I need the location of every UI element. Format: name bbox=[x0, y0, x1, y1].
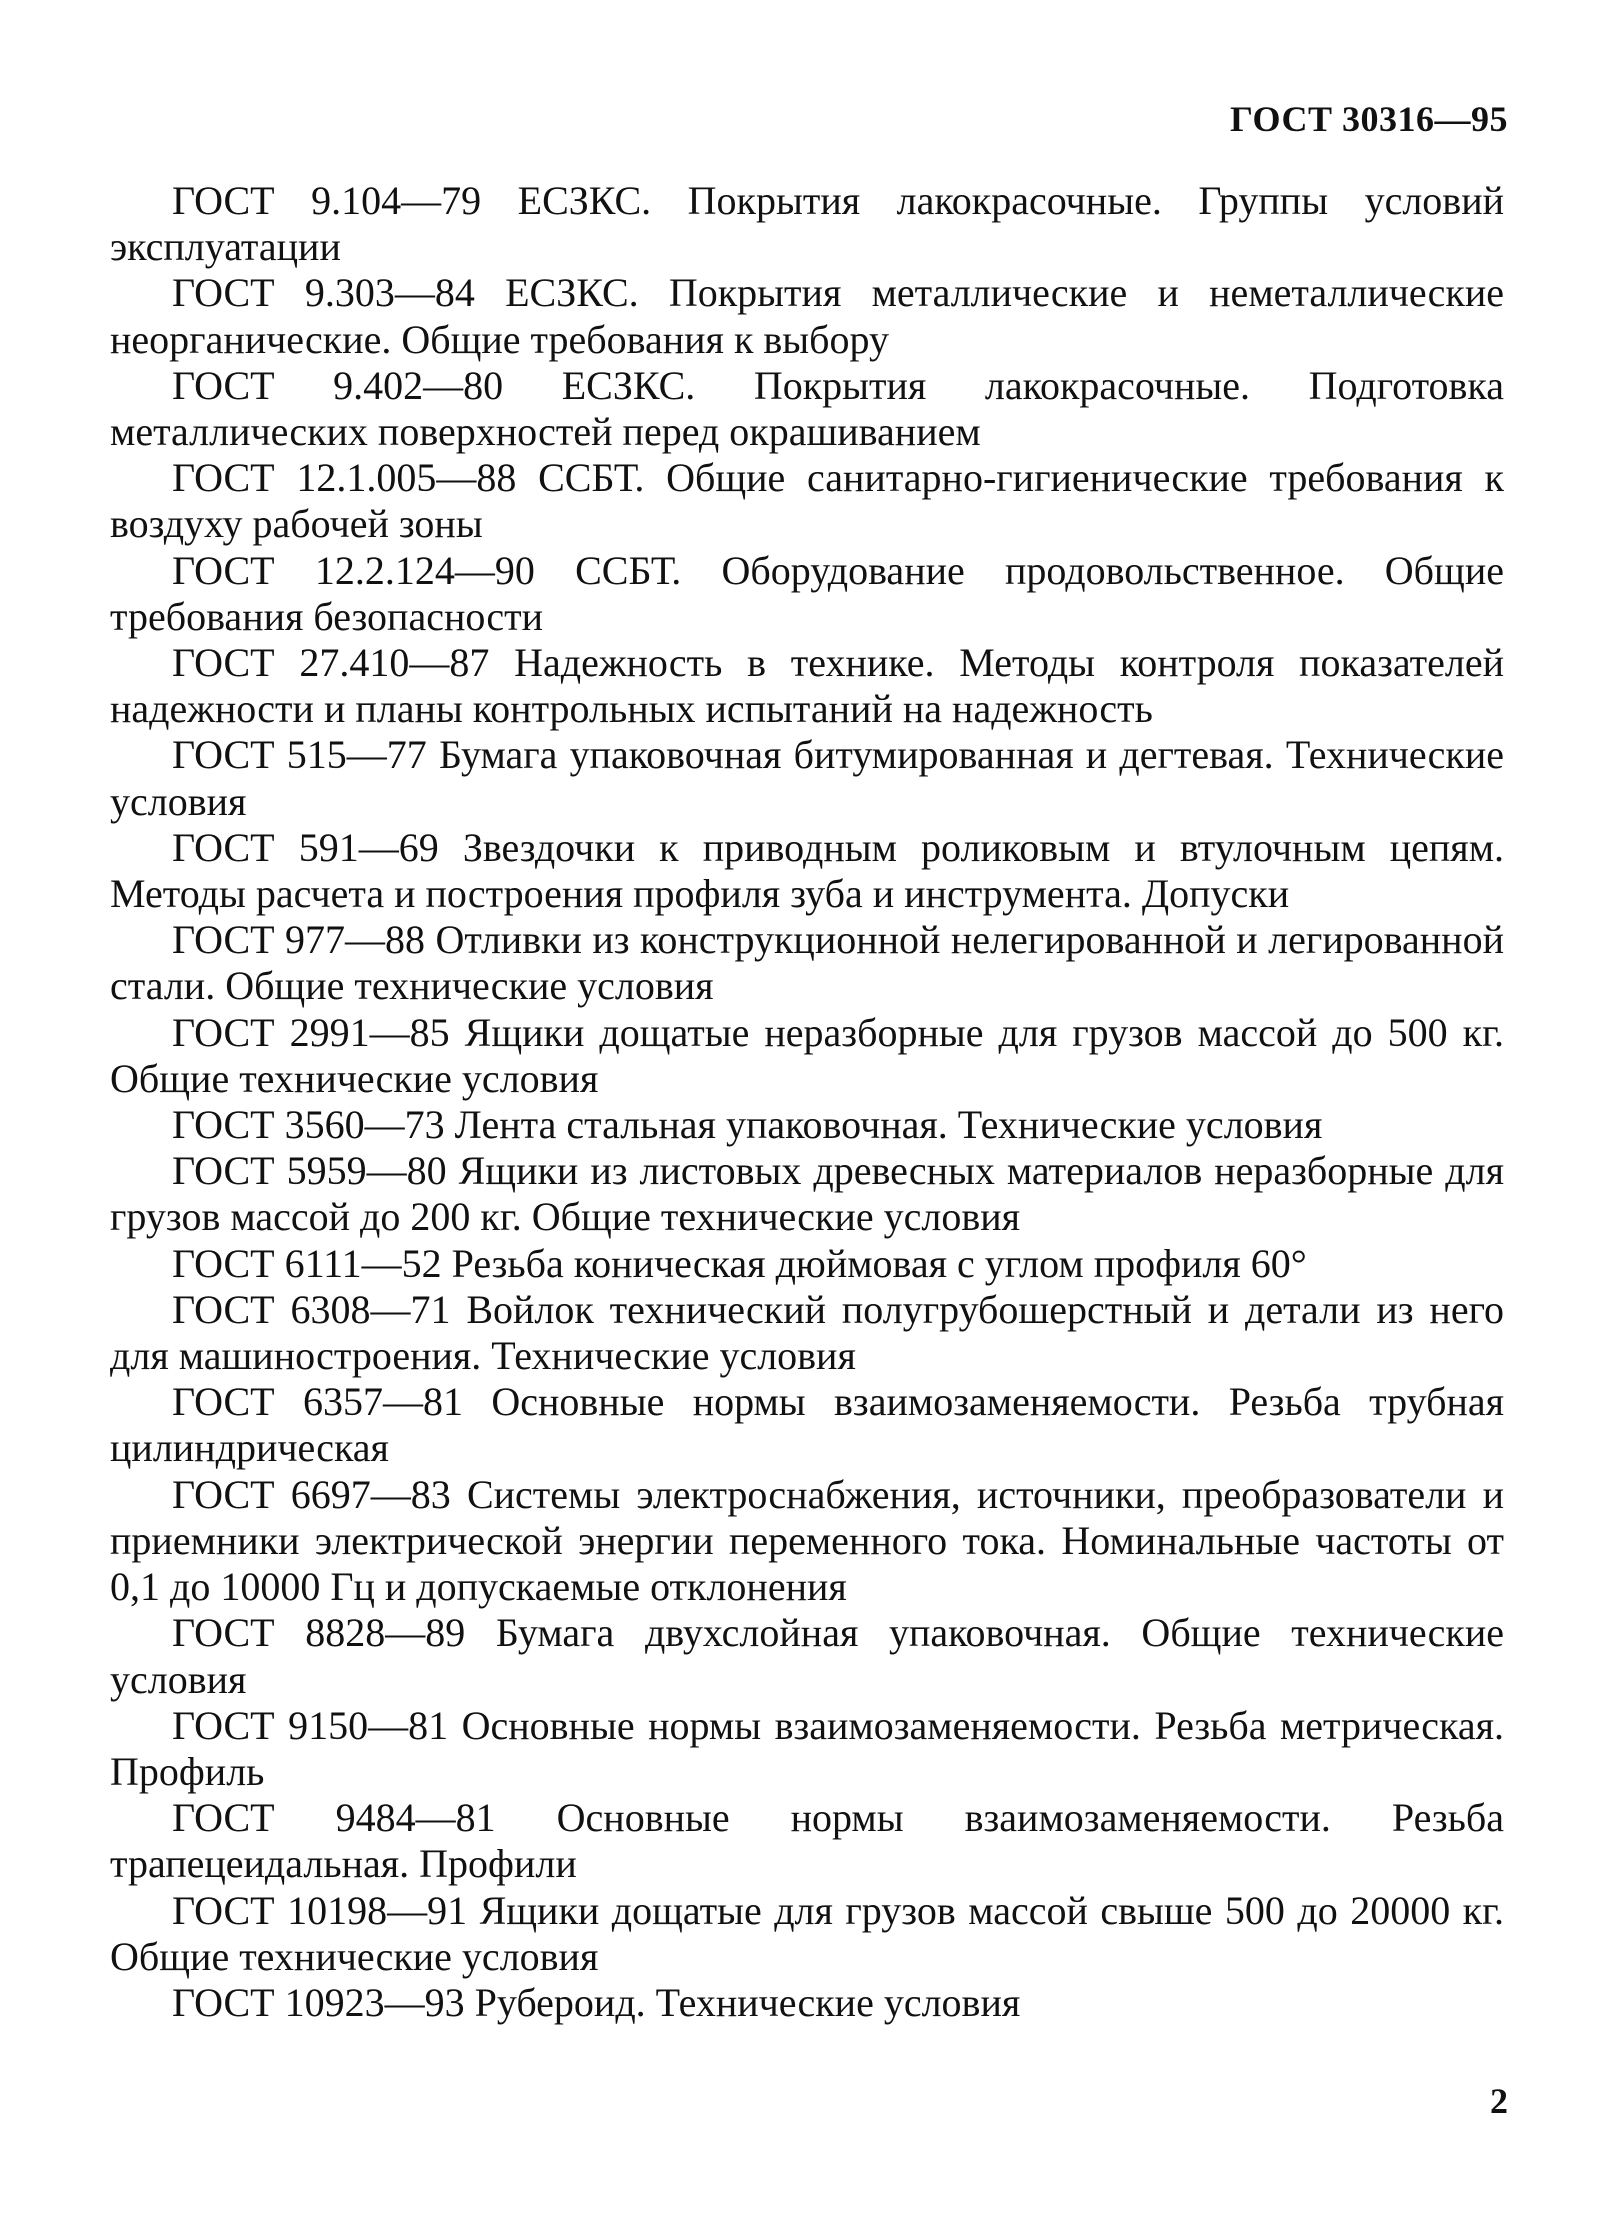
reference-code: ГОСТ 5959—80 bbox=[172, 1148, 447, 1194]
reference-item bbox=[110, 1980, 1504, 2026]
reference-title: Звездочки к приводным роликовым и втулочным цепям. Методы расчета и построения профиля зуба и инструмента. Допуски bbox=[110, 824, 1504, 917]
reference-title: Рубероид. Технические условия bbox=[474, 1979, 1021, 2025]
reference-code: ГОСТ 9.104—79 bbox=[172, 178, 482, 223]
reference-item bbox=[110, 455, 1504, 547]
reference-item bbox=[110, 1795, 1504, 1887]
reference-list bbox=[110, 178, 1504, 2026]
reference-item bbox=[110, 1102, 1504, 1148]
reference-title: Ящики дощатые неразборные для грузов массой до 500 кг. Общие технические условия bbox=[110, 1009, 1504, 1101]
reference-title: ЕСЗКС. Покрытия лакокрасочные. Подготовка металлических поверхностей перед окрашиванием bbox=[110, 362, 1504, 455]
reference-title: Отливки из конструкционной нелегированной и легированной стали. Общие технические условия bbox=[110, 917, 1504, 1009]
reference-title: Бумага двухслойная упаковочная. Общие технические условия bbox=[110, 1610, 1505, 1702]
reference-code: ГОСТ 12.1.005—88 bbox=[172, 455, 517, 501]
reference-item bbox=[110, 1610, 1504, 1702]
reference-item bbox=[110, 548, 1504, 640]
reference-code: ГОСТ 27.410—87 bbox=[172, 640, 490, 686]
reference-item bbox=[110, 640, 1504, 732]
reference-title: Надежность в технике. Методы контроля показателей надежности и планы контрольных испытаний на надежность bbox=[110, 640, 1505, 732]
reference-item bbox=[110, 1703, 1504, 1795]
reference-item bbox=[110, 1241, 1504, 1287]
reference-code: ГОСТ 9.303—84 bbox=[172, 270, 475, 316]
reference-item bbox=[110, 1888, 1504, 1980]
reference-item bbox=[110, 1472, 1504, 1611]
reference-title: ЕСЗКС. Покрытия металлические и неметаллические неорганические. Общие требования к выбору bbox=[110, 270, 1504, 362]
reference-item bbox=[110, 1010, 1504, 1102]
reference-code: ГОСТ 2991—85 bbox=[172, 1009, 450, 1055]
reference-code: ГОСТ 6357—81 bbox=[172, 1379, 463, 1425]
reference-item bbox=[110, 363, 1504, 455]
reference-title: Основные нормы взаимозаменяемости. Резьба трубная цилиндрическая bbox=[110, 1379, 1504, 1471]
reference-title: Резьба коническая дюймовая с углом профиля 60° bbox=[451, 1240, 1307, 1286]
reference-item bbox=[110, 825, 1504, 917]
page-number: 2 bbox=[1490, 2081, 1508, 2121]
reference-code: ГОСТ 977—88 bbox=[172, 917, 426, 963]
reference-code: ГОСТ 10198—91 bbox=[172, 1887, 468, 1933]
reference-item bbox=[110, 1148, 1504, 1240]
reference-code: ГОСТ 3560—73 bbox=[172, 1102, 445, 1148]
reference-item bbox=[110, 732, 1504, 824]
reference-code: ГОСТ 6697—83 bbox=[172, 1471, 451, 1517]
reference-code: ГОСТ 515—77 bbox=[172, 732, 427, 778]
reference-title: Ящики дощатые для грузов массой свыше 500 до 20000 кг. Общие технические условия bbox=[110, 1887, 1504, 1979]
reference-item bbox=[110, 1379, 1504, 1471]
reference-title: Основные нормы взаимозаменяемости. Резьба метрическая. Профиль bbox=[110, 1702, 1505, 1794]
reference-code: ГОСТ 6111—52 bbox=[172, 1240, 442, 1286]
reference-item bbox=[110, 917, 1504, 1009]
reference-code: ГОСТ 9484—81 bbox=[172, 1795, 496, 1841]
document-code-header: ГОСТ 30316—95 bbox=[1230, 99, 1508, 139]
reference-title: Ящики из листовых древесных материалов неразборные для грузов массой до 200 кг. Общие технические условия bbox=[110, 1148, 1505, 1240]
reference-title: ССБТ. Оборудование продовольственное. Общие требования безопасности bbox=[110, 547, 1504, 639]
reference-code: ГОСТ 591—69 bbox=[172, 824, 439, 870]
reference-code: ГОСТ 10923—93 bbox=[172, 1979, 465, 2025]
reference-title: Системы электроснабжения, источники, преобразователи и приемники электрической энергии переменного тока. Номинальные частоты от 0,1 до 10000 Гц и допускаемые отклонения bbox=[110, 1471, 1505, 1610]
reference-code: ГОСТ 9.402—80 bbox=[172, 362, 504, 408]
reference-title: Лента стальная упаковочная. Технические условия bbox=[454, 1102, 1323, 1148]
reference-title: Войлок технический полугрубошерстный и детали из него для машиностроения. Технические условия bbox=[110, 1286, 1504, 1379]
reference-title: Основные нормы взаимозаменяемости. Резьба трапецеидальная. Профили bbox=[110, 1795, 1505, 1887]
reference-code: ГОСТ 12.2.124—90 bbox=[172, 547, 535, 593]
reference-code: ГОСТ 9150—81 bbox=[172, 1702, 449, 1748]
reference-code: ГОСТ 8828—89 bbox=[172, 1610, 466, 1656]
reference-item bbox=[110, 1287, 1504, 1379]
reference-code: ГОСТ 6308—71 bbox=[172, 1286, 451, 1332]
reference-item bbox=[110, 178, 1504, 270]
reference-title: ЕСЗКС. Покрытия лакокрасочные. Группы условий эксплуатации bbox=[110, 178, 1505, 270]
reference-item bbox=[110, 270, 1504, 362]
reference-title: ССБТ. Общие санитарно-гигиенические требования к воздуху рабочей зоны bbox=[110, 455, 1504, 547]
reference-title: Бумага упаковочная битумированная и дегтевая. Технические условия bbox=[110, 732, 1504, 824]
